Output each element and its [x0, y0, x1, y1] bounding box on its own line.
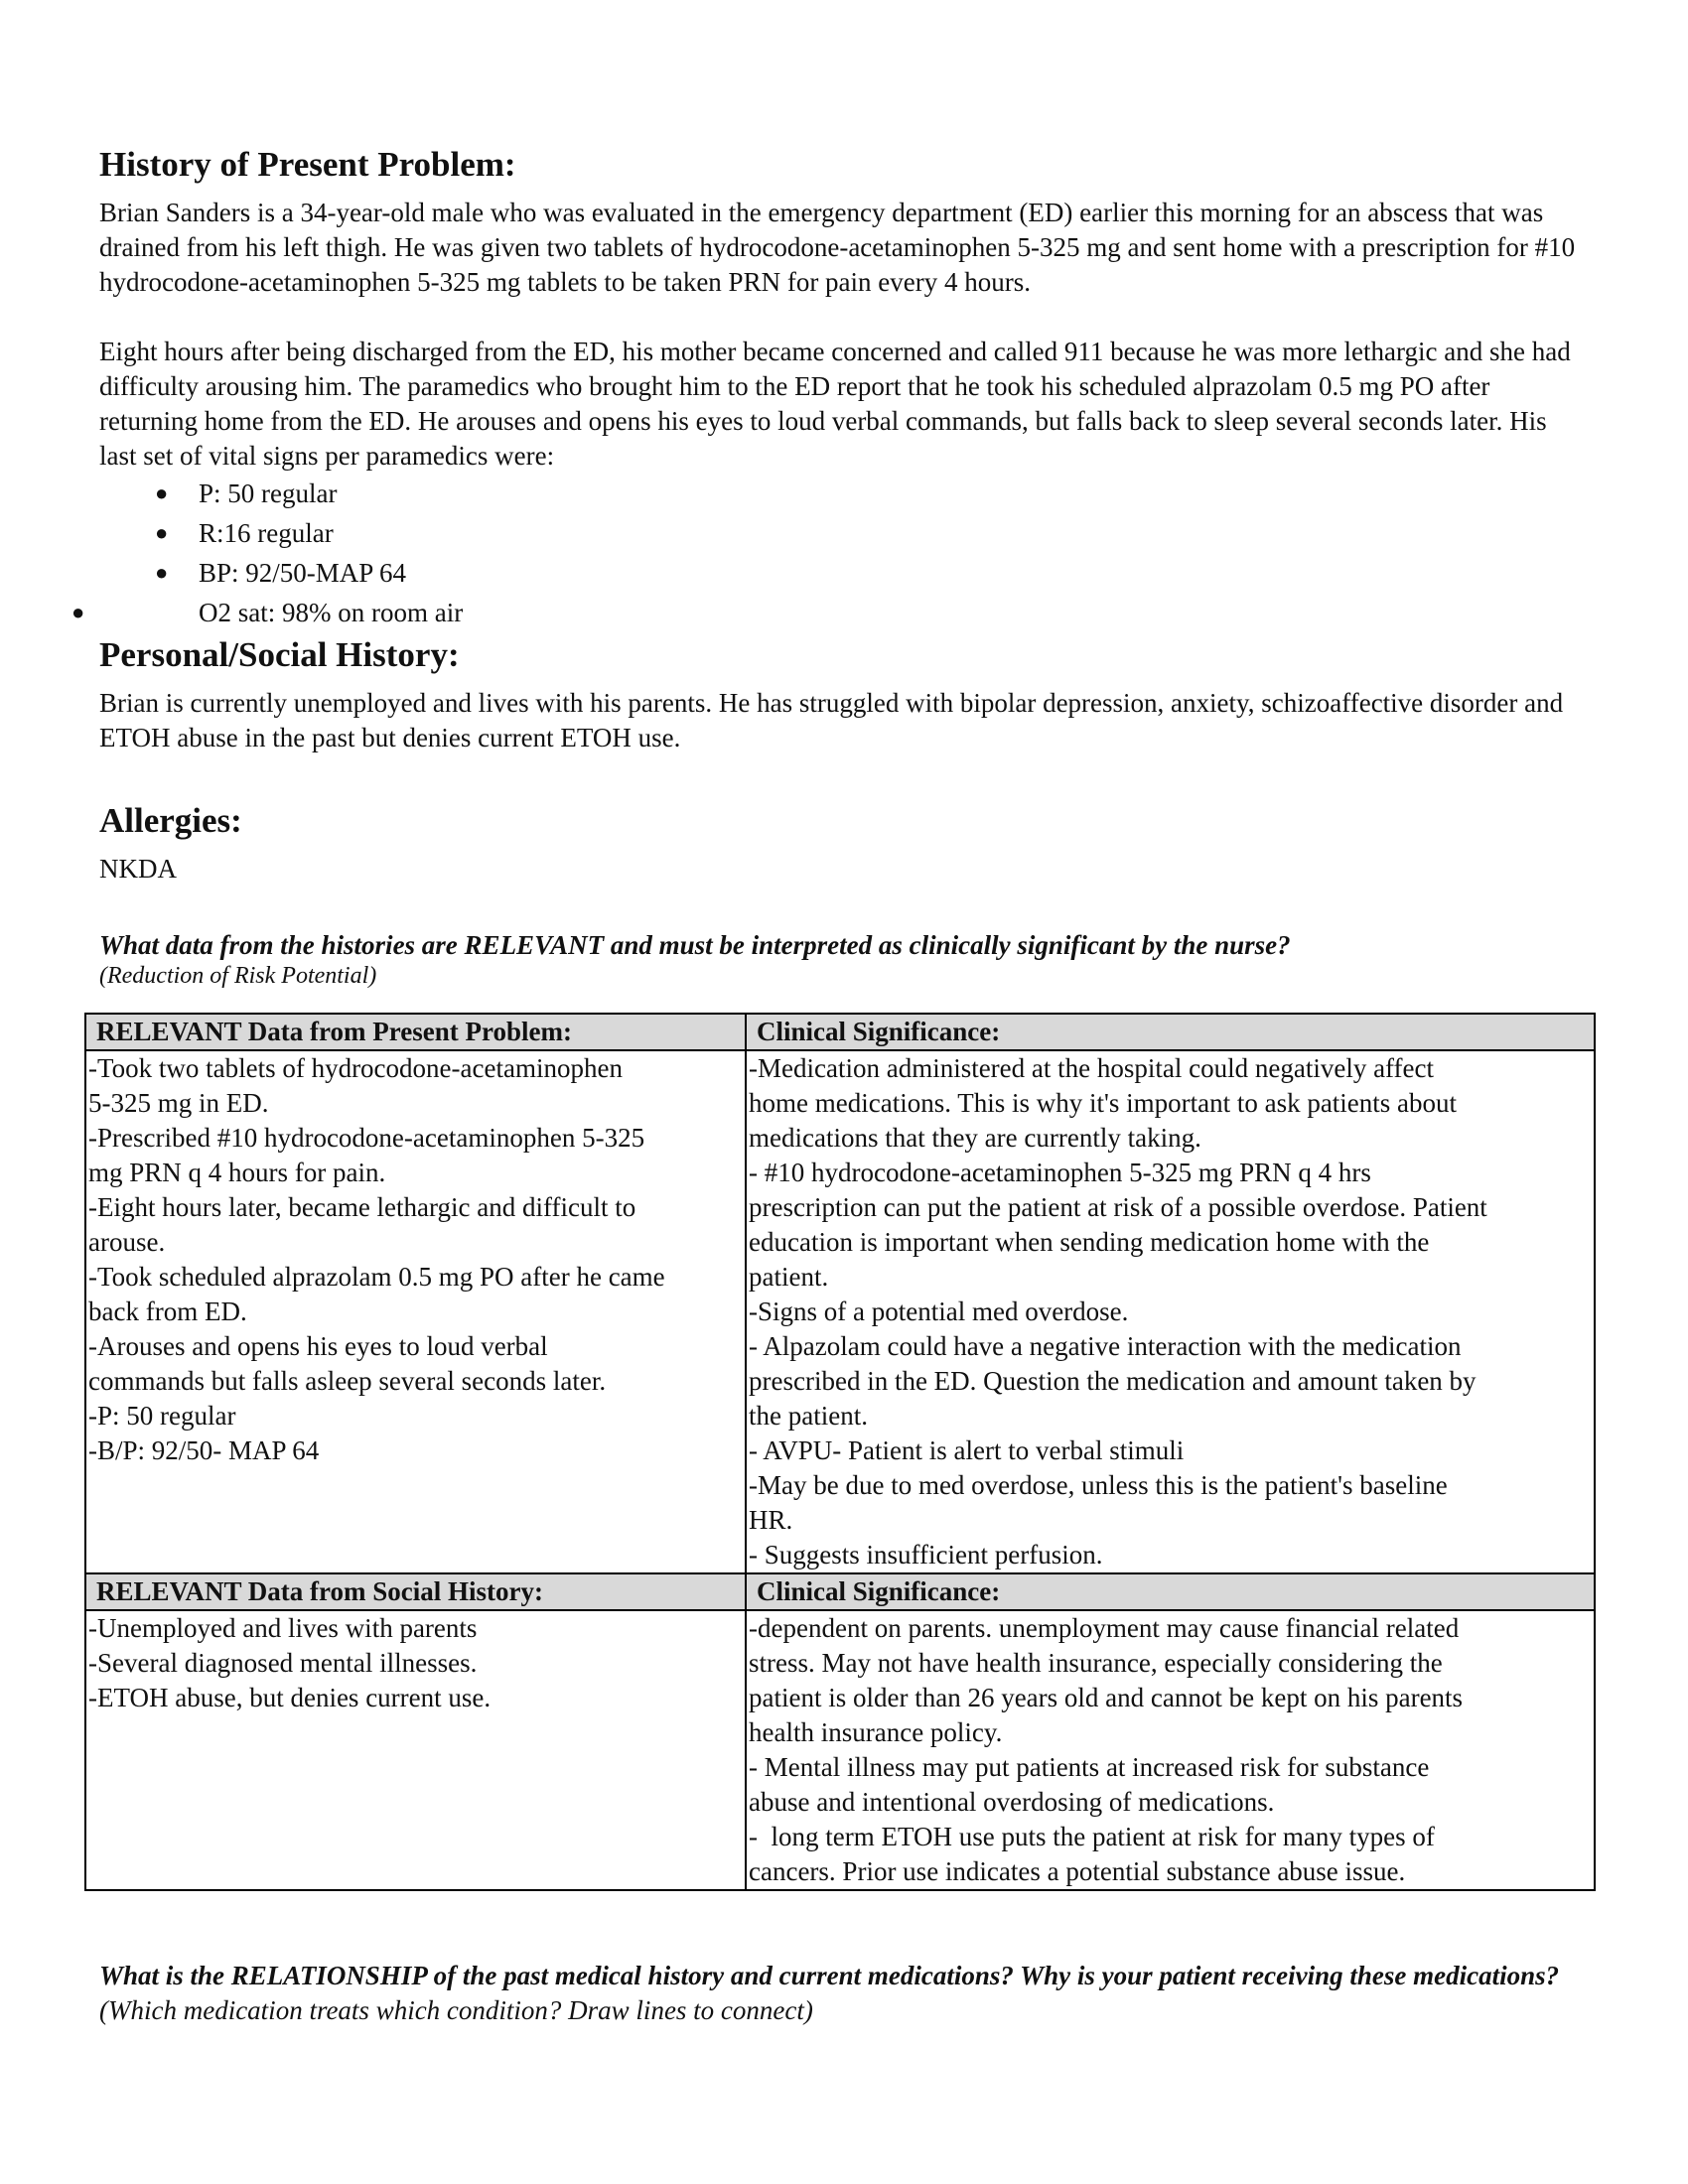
present-problem-paragraph-2: Eight hours after being discharged from the ED, his mother became concerned and called 911 because he was more lethargic and she had difficulty arousing him. The paramedics who brought him to the ED report that he took his scheduled alprazolam 0.5 mg PO after returning home from the ED. He arouses and opens his eyes to loud verbal commands, but falls back to sleep several seconds later. His last set of vital signs per paramedics were:: [99, 337, 1571, 471]
vital-sign-item: ● P: 50 regular: [99, 474, 1589, 513]
relevant-data-question: What data from the histories are RELEVANT and must be interpreted as clinically significant by the nurse?: [99, 930, 1291, 960]
social-data-header: RELEVANT Data from Social History:: [85, 1573, 746, 1610]
relationship-question: What is the RELATIONSHIP of the past medical history and current medications? Why is your patient receiving these medications? (Which medication treats which condition? Draw lines to connect): [99, 1961, 1560, 2025]
present-significance-header: Clinical Significance:: [746, 1014, 1595, 1050]
social-data-cell: -Unemployed and lives with parents -Several diagnosed mental illnesses. -ETOH abuse, but denies current use.: [85, 1610, 746, 1890]
relevant-data-table: [84, 1013, 1596, 1891]
present-problem-heading: History of Present Problem:: [99, 145, 516, 184]
social-history-paragraph: Brian is currently unemployed and lives with his parents. He has struggled with bipolar depression, anxiety, schizoaffective disorder and ETOH abuse in the past but denies current ETOH use.: [99, 688, 1564, 752]
bullet-icon: ●: [155, 520, 169, 545]
social-significance-header: Clinical Significance:: [746, 1573, 1595, 1610]
social-significance-cell: -dependent on parents. unemployment may cause financial related stress. May not have health insurance, especially considering the patient is older than 26 years old and cannot be kept on his parents health insurance policy. - Mental illness may put patients at increased risk for substance abuse and intentional overdosing of medications. - long term ETOH use puts the patient at risk for many types of cancers. Prior use indicates a potential substance abuse issue.: [746, 1610, 1595, 1890]
allergies-heading: Allergies:: [99, 801, 242, 840]
bullet-icon: ●: [155, 480, 169, 505]
table-row: [85, 1050, 1595, 1573]
vital-sign-item: ● O2 sat: 98% on room air: [99, 593, 1589, 632]
social-history-heading: Personal/Social History:: [99, 635, 460, 674]
table-header-row: [85, 1573, 1595, 1610]
present-problem-paragraph-1: Brian Sanders is a 34-year-old male who was evaluated in the emergency department (ED) earlier this morning for an abscess that was drained from his left thigh. He was given two tablets of hydrocodone-acetaminophen 5-325 mg and sent home with a prescription for #10 hydrocodone-acetaminophen 5-325 mg tablets to be taken PRN for pain every 4 hours.: [99, 198, 1576, 297]
bullet-icon: ●: [155, 560, 169, 585]
allergies-value: NKDA: [99, 854, 177, 884]
table-header-row: [85, 1014, 1595, 1050]
relationship-question-subtext: (Which medication treats which condition? Draw lines to connect): [99, 1995, 813, 2025]
vital-sign-item: ● BP: 92/50-MAP 64: [99, 553, 1589, 593]
relationship-question-block: [99, 1959, 1589, 2028]
table-row: [85, 1610, 1595, 1890]
vital-sign-item: ● R:16 regular: [99, 513, 1589, 553]
vital-signs-list: [71, 474, 1589, 632]
document-content: [71, 144, 1589, 989]
present-significance-cell: -Medication administered at the hospital could negatively affect home medications. This is why it's important to ask patients about medications that they are currently taking. - #10 hydrocodone-acetaminophen 5-325 mg PRN q 4 hrs prescription can put the patient at risk of a possible overdose. Patient education is important when sending medication home with the patient. -Signs of a potential med overdose. - Alpazolam could have a negative interaction with the medication prescribed in the ED. Question the medication and amount taken by the patient. - AVPU- Patient is alert to verbal stimuli -May be due to med overdose, unless this is the patient's baseline HR. - Suggests insufficient perfusion.: [746, 1050, 1595, 1573]
present-data-cell: -Took two tablets of hydrocodone-acetaminophen 5-325 mg in ED. -Prescribed #10 hydrocodone-acetaminophen 5-325 mg PRN q 4 hours for pain. -Eight hours later, became lethargic and difficult to arouse. -Took scheduled alprazolam 0.5 mg PO after he came back from ED. -Arouses and opens his eyes to loud verbal commands but falls asleep several seconds later. -P: 50 regular -B/P: 92/50- MAP 64: [85, 1050, 746, 1573]
relevant-data-subtext: (Reduction of Risk Potential): [99, 963, 377, 989]
bullet-icon: ●: [71, 600, 85, 624]
present-data-header: RELEVANT Data from Present Problem:: [85, 1014, 746, 1050]
